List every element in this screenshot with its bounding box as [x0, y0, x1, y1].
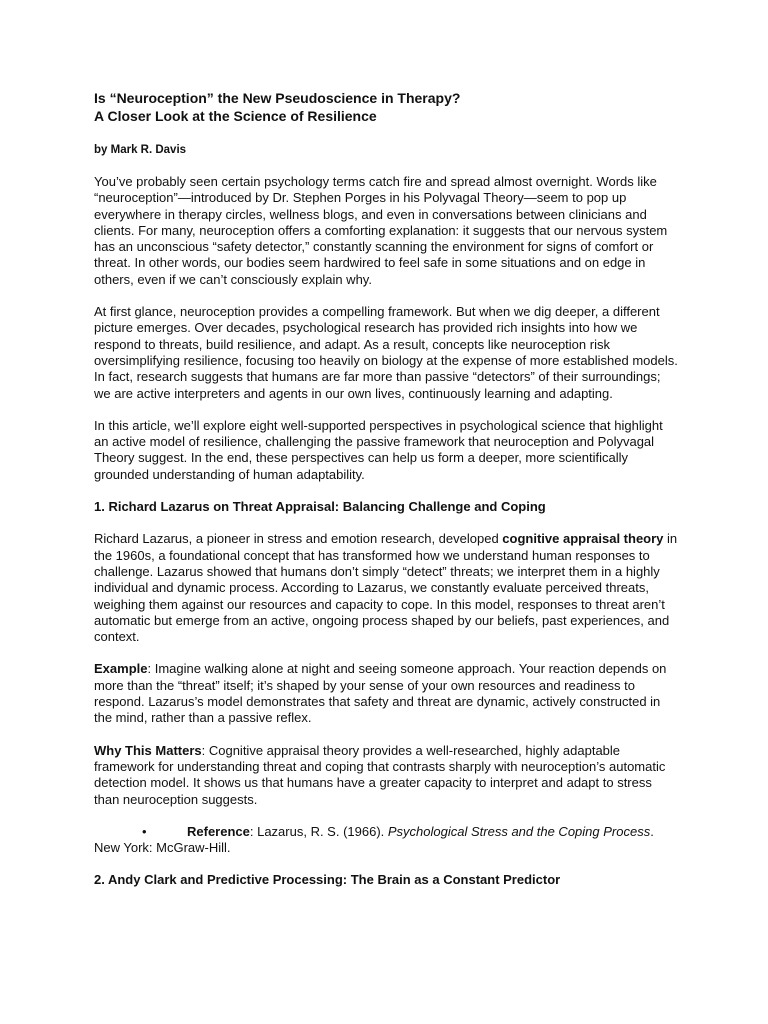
title-line-1: Is “Neuroception” the New Pseudoscience in Therapy?	[94, 90, 461, 106]
intro-paragraph-2: At first glance, neuroception provides a compelling framework. But when we dig deeper, a different picture emerges. Over decades, psychological research has provided rich insights into how we respond to threats, build resilience, and adapt. As a result, concepts like neuroception risk oversimplifying resilience, focusing too heavily on biology at the expense of more established models. In fact, research suggests that humans are far more than passive “detectors” of their surroundings; we are active interpreters and agents in our own lives, continuously learning and adapting.	[94, 304, 678, 401]
intro-paragraph-1: You’ve probably seen certain psychology terms catch fire and spread almost overnight. Words like “neuroception”—introduced by Dr. Stephen Porges in his Polyvagal Theory—seem to pop up everywhere in therapy circles, wellness blogs, and even in conversations between clinicians and clients. For many, neuroception offers a comforting explanation: it suggests that our nervous system has an unconscious “safety detector,” constantly scanning the environment for signs of comfort or threat. In other words, our bodies seem hardwired to feel safe in some situations and on edge in others, even if we can’t consciously explain why.	[94, 174, 668, 287]
section-1-paragraph	[94, 531, 678, 645]
section-2-heading: 2. Andy Clark and Predictive Processing: The Brain as a Constant Predictor	[94, 872, 561, 888]
example-paragraph	[94, 661, 678, 726]
section-1-text-end: in the 1960s, a foundational concept that has transformed how we understand human responses to challenge. Lazarus showed that humans don’t simply “detect” threats; we interpret them in a highly individual and dynamic process. According to Lazarus, we constantly evaluate perceived threats, weighing them against our resources and capacity to cope. In this model, responses to threat aren’t automatic but emerge from an active, ongoing process shaped by our beliefs, past experiences, and context.	[94, 531, 678, 645]
byline: by Mark R. Davis	[94, 144, 187, 156]
reference-label: Reference	[187, 823, 250, 839]
title-line-2: A Closer Look at the Science of Resilience	[94, 108, 377, 124]
document-page	[94, 89, 678, 889]
why-paragraph	[94, 743, 678, 808]
reference-item	[94, 824, 678, 857]
section-1-bold-term: cognitive appraisal theory	[502, 531, 664, 547]
why-label: Why This Matters	[94, 742, 202, 758]
why-text: : Cognitive appraisal theory provides a well-researched, highly adaptable framework for understanding threat and coping that contrasts sharply with neuroception’s automatic detection model. It shows us that humans have a greater capacity to interpret and adapt to stress than neuroception suggests.	[94, 742, 666, 807]
reference-end: . New York: McGraw-Hill.	[94, 823, 654, 856]
reference-title: Psychological Stress and the Coping Process	[387, 823, 651, 839]
reference-text: : Lazarus, R. S. (1966).	[249, 823, 388, 839]
section-1-text-start: Richard Lazarus, a pioneer in stress and emotion research, developed	[94, 531, 503, 547]
bullet-icon: •	[142, 823, 147, 839]
intro-paragraph-3: In this article, we’ll explore eight well-supported perspectives in psychological science that highlight an active model of resilience, challenging the passive framework that neuroception and Polyvagal Theory suggest. In the end, these perspectives can help us form a deeper, more scientifically grounded understanding of human adaptability.	[94, 417, 663, 482]
section-1-heading: 1. Richard Lazarus on Threat Appraisal: Balancing Challenge and Coping	[94, 499, 546, 515]
example-label: Example	[94, 661, 148, 677]
example-text: : Imagine walking alone at night and seeing someone approach. Your reaction depends on more than the “threat” itself; it’s shaped by your sense of your own resources and readiness to respond. Lazarus’s model demonstrates that safety and threat are dynamic, actively constructed in the mind, rather than a passive reflex.	[94, 661, 667, 726]
